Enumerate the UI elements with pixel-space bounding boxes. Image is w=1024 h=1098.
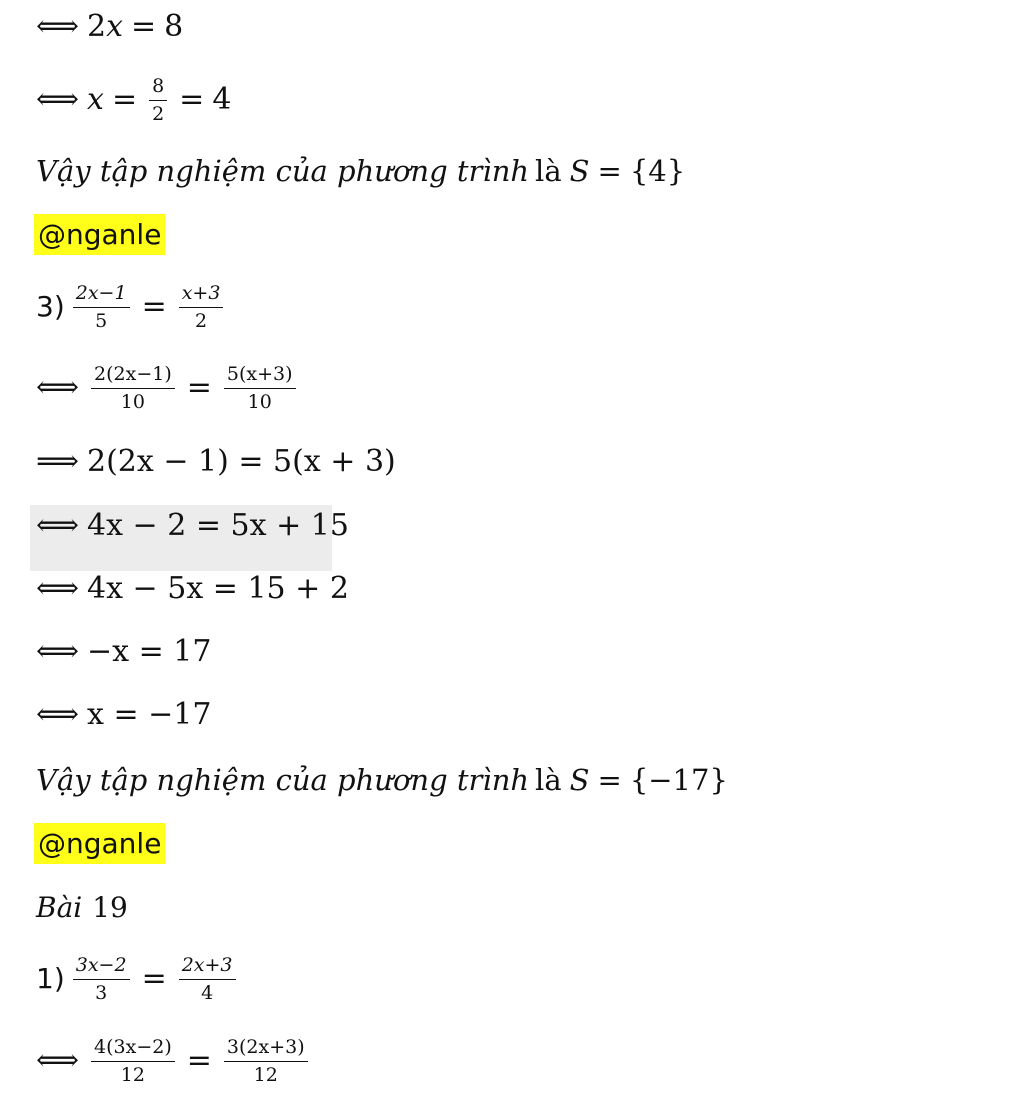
numerator: 3(2x+3): [224, 1037, 308, 1062]
equals-sign: =: [186, 1043, 212, 1079]
equals-sign: =: [141, 961, 167, 997]
sentence-word: là: [535, 763, 562, 797]
fraction: [149, 76, 167, 125]
equals-sign: =: [111, 82, 138, 118]
fraction-left: [91, 364, 175, 413]
numerator: 2x−1: [73, 283, 130, 308]
fraction-right: [179, 283, 224, 332]
equals-sign: =: [179, 82, 205, 118]
solution-sentence-2: [36, 763, 728, 797]
numerator: x+3: [179, 283, 224, 308]
sentence-text: Vậy tập nghiệm của phương trình: [36, 763, 530, 797]
equivalence-arrow: ⟺: [36, 82, 80, 118]
equation-line-10: [36, 697, 212, 732]
equivalence-arrow: ⟺: [36, 9, 80, 44]
set-symbol: S: [569, 763, 590, 797]
equation-line-9: [36, 634, 212, 669]
equals-sign: =: [597, 763, 622, 797]
problem-3-equation: [36, 283, 227, 332]
equals-sign: =: [141, 289, 167, 325]
denominator: 10: [120, 390, 145, 413]
equation-line-6: [36, 444, 396, 479]
sentence-word: là: [535, 154, 562, 188]
implies-arrow: ⟹: [36, 444, 80, 479]
expression: x = −17: [87, 697, 212, 732]
problem-label: 1): [36, 962, 65, 996]
fraction-right: [224, 364, 296, 413]
expression: 4x − 5x = 15 + 2: [87, 571, 349, 606]
equation-line-14: [36, 1037, 312, 1086]
numerator: 5(x+3): [224, 364, 296, 389]
expression: −x = 17: [87, 634, 212, 669]
author-tag: @nganle: [34, 214, 165, 255]
fraction-right: [224, 1037, 308, 1086]
variable: x: [106, 9, 124, 44]
denominator: 12: [120, 1063, 145, 1086]
equals-sign: =: [131, 9, 157, 44]
exercise-heading: [36, 891, 128, 924]
denominator: 2: [195, 309, 208, 332]
numerator: 4(3x−2): [91, 1037, 175, 1062]
solution-sentence-1: [36, 154, 686, 188]
equivalence-arrow: ⟺: [36, 370, 80, 406]
problem-label: 3): [36, 290, 65, 324]
coefficient: 2: [87, 9, 107, 44]
numerator: 2(2x−1): [91, 364, 175, 389]
equivalence-arrow: ⟺: [36, 571, 80, 606]
equation-line-7: [36, 508, 349, 543]
denominator: 10: [247, 390, 272, 413]
equation-line-2: [36, 76, 231, 125]
expression: 4x − 2 = 5x + 15: [87, 508, 349, 543]
denominator: 3: [95, 981, 108, 1004]
denominator: 5: [95, 309, 108, 332]
fraction-left: [73, 955, 130, 1004]
set-symbol: S: [569, 154, 590, 188]
problem-1-equation: [36, 955, 240, 1004]
rhs-value: 4: [212, 82, 232, 118]
equation-line-8: [36, 571, 349, 606]
expression: 2(2x − 1) = 5(x + 3): [87, 444, 396, 479]
fraction-right: [179, 955, 236, 1004]
equivalence-arrow: ⟺: [36, 508, 80, 543]
equation-line-5: [36, 364, 300, 413]
exercise-word: Bài: [36, 891, 83, 924]
numerator: 8: [149, 76, 167, 101]
sentence-text: Vậy tập nghiệm của phương trình: [36, 154, 530, 188]
numerator: 2x+3: [179, 955, 236, 980]
exercise-number: 19: [92, 891, 128, 924]
equals-sign: =: [186, 370, 212, 406]
denominator: 2: [152, 102, 165, 125]
rhs-value: 8: [164, 9, 184, 44]
equivalence-arrow: ⟺: [36, 1043, 80, 1079]
fraction-left: [73, 283, 130, 332]
equals-sign: =: [597, 154, 622, 188]
equivalence-arrow: ⟺: [36, 634, 80, 669]
equation-line-1: [36, 9, 184, 44]
numerator: 3x−2: [73, 955, 130, 980]
denominator: 12: [253, 1063, 278, 1086]
denominator: 4: [201, 981, 214, 1004]
author-tag: @nganle: [34, 823, 165, 864]
solution-set: {4}: [629, 154, 686, 188]
equivalence-arrow: ⟺: [36, 697, 80, 732]
fraction-left: [91, 1037, 175, 1086]
variable: x: [87, 82, 104, 118]
solution-set: {−17}: [629, 763, 728, 797]
